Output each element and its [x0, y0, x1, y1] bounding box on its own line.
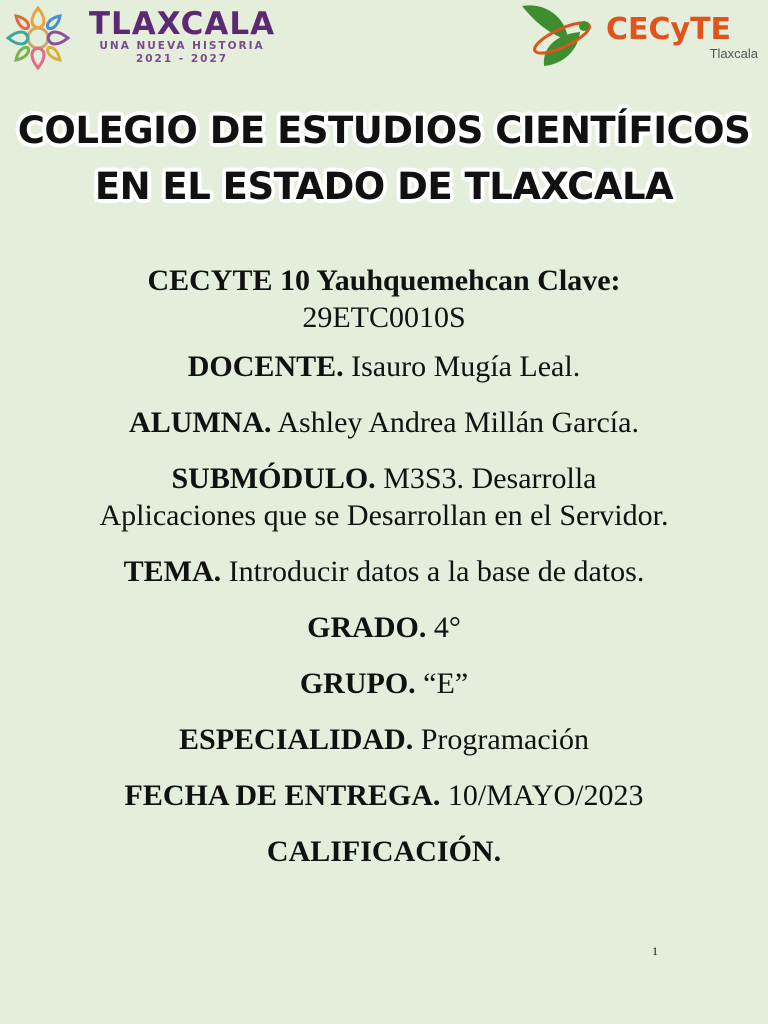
especialidad-value: Programación — [420, 723, 589, 756]
fecha-field — [30, 777, 738, 814]
title-line-2: EN EL ESTADO DE TLAXCALA — [94, 165, 674, 208]
school-label: CECYTE 10 Yauhquemehcan Clave: — [147, 264, 621, 297]
docente-label: DOCENTE. — [187, 350, 344, 383]
alumna-label: ALUMNA. — [129, 406, 272, 439]
tema-value: Introducir datos a la base de datos. — [228, 555, 645, 588]
title-line-1: COLEGIO DE ESTUDIOS CIENTÍFICOS — [17, 109, 751, 152]
cover-details — [30, 262, 738, 889]
tlaxcala-emblem-icon — [4, 4, 72, 72]
school-field — [30, 262, 738, 336]
grado-value: 4° — [433, 611, 461, 644]
calificacion-label: CALIFICACIÓN. — [266, 835, 502, 868]
page-number: 1 — [652, 944, 658, 958]
especialidad-field — [30, 721, 738, 758]
alumna-field — [30, 404, 738, 441]
grupo-field — [30, 665, 738, 702]
document-title — [0, 103, 768, 215]
grupo-value: “E” — [423, 667, 469, 700]
grado-label: GRADO. — [307, 611, 427, 644]
cecyte-subtitle: Tlaxcala — [709, 46, 758, 61]
submodulo-value-line1: M3S3. Desarrolla — [383, 462, 597, 495]
cecyte-leaf-icon — [514, 0, 606, 72]
tema-label: TEMA. — [123, 555, 222, 588]
school-value: 29ETC0010S — [302, 301, 466, 334]
alumna-value: Ashley Andrea Millán García. — [277, 406, 639, 439]
submodulo-field — [30, 460, 738, 534]
tlaxcala-title: TLAXCALA — [88, 6, 276, 42]
page-header — [0, 0, 768, 80]
grado-field — [30, 609, 738, 646]
fecha-label: FECHA DE ENTREGA. — [124, 779, 441, 812]
fecha-value: 10/MAYO/2023 — [447, 779, 644, 812]
tlaxcala-logo-text — [82, 8, 282, 66]
docente-value: Isauro Mugía Leal. — [351, 350, 581, 383]
docente-field — [30, 348, 738, 385]
cecyte-logo-text — [606, 14, 766, 62]
tema-field — [30, 553, 738, 590]
cecyte-title: CECyTE — [606, 12, 732, 47]
grupo-label: GRUPO. — [299, 667, 416, 700]
submodulo-label: SUBMÓDULO. — [171, 462, 376, 495]
tlaxcala-years: 2021 - 2027 — [135, 53, 229, 65]
calificacion-field — [30, 833, 738, 870]
tlaxcala-subtitle: UNA NUEVA HISTORIA — [99, 40, 265, 52]
submodulo-value-line2: Aplicaciones que se Desarrollan en el Servidor. — [99, 499, 669, 532]
especialidad-label: ESPECIALIDAD. — [179, 723, 414, 756]
